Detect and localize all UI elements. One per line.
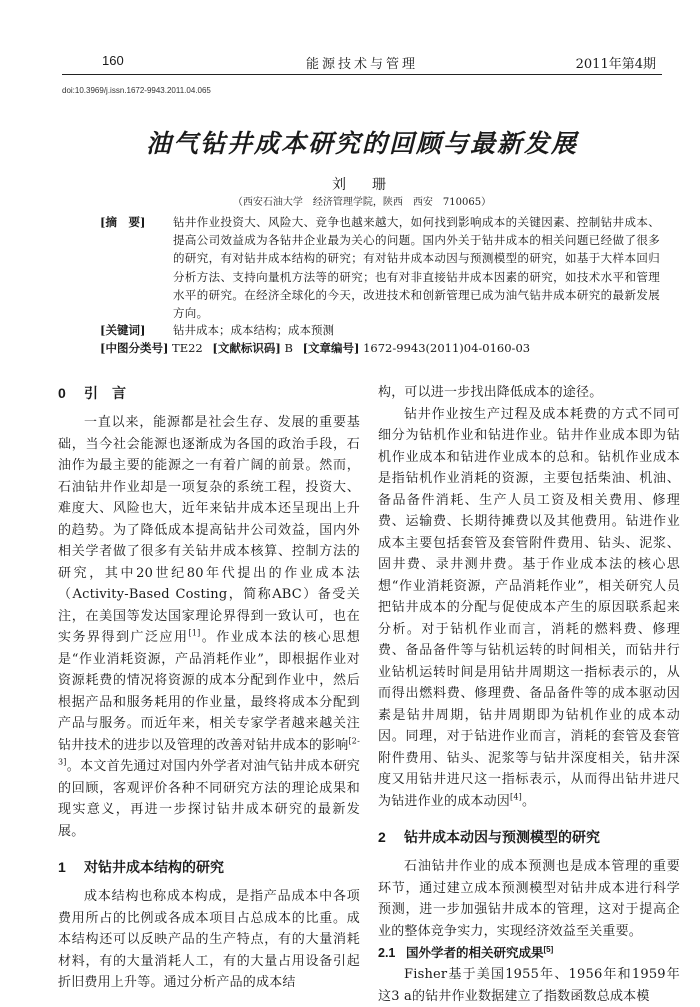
intro-paragraph [58,412,360,842]
citation-ref[interactable]: [2-3] [58,736,360,767]
article-title: 油气钻井成本研究的回顾与最新发展 [145,129,578,158]
abstract-label: [摘 要] [100,215,146,229]
section-title: 对钻井成本结构的研究 [84,859,224,875]
citation-ref[interactable]: [4] [510,792,522,802]
keywords-block [100,321,660,339]
article-no-label: [文章编号] [302,341,360,355]
section-heading-cost-structure [58,856,360,878]
drilling-activity-paragraph [378,404,680,813]
continued-paragraph: 构，可以进一步找出降低成本的途径。 [378,385,603,400]
abstract-text: 钻井作业投资大、风险大、竞争也越来越大，如何找到影响成本的关键因素、控制钻井成本、提高公司效益成为各钻井企业最为关心的问题。国内外关于钻井成本的相关问题已经做了很多的研究，有对钻井成本结构的研究；有对钻井成本动因与预测模型的研究，如基于大样本回归分析方法、支持向量机方法等的研究；也有对非直接钻井成本因素的研究，如技术水平和管理水平的研究。在经济全球化的今天，改进技术和创新管理已成为油气钻井成本研究的最新发展方向。 [173,215,660,321]
doc-code-label: [文献标识码] [212,341,281,355]
section-number: 2 [378,829,386,845]
spacer [58,878,360,886]
abstract-block [100,213,660,322]
section-title: 钻井成本动因与预测模型的研究 [404,829,600,845]
cost-prediction-paragraph: 石油钻井作业的成本预测也是成本管理的重要环节，通过建立成本预测模型对钻井成本进行科学预测，进一步加强钻井成本的管理，这对于提高企业的整体竞争实力，实现经济效益至关重要。 [378,859,680,939]
section-number: 1 [58,859,66,875]
issue-info: 2011年第4期 [575,57,656,72]
section-heading-cost-drivers [378,826,680,848]
citation-ref[interactable]: [5] [543,944,554,954]
left-column [58,382,360,994]
subsection-number: 2.1 [378,946,396,960]
spacer [378,812,680,826]
classification-line [100,339,660,357]
subsection-title: 国外学者的相关研究成果 [406,946,544,960]
author-name: 刘 珊 [332,177,392,193]
right-column [378,382,680,1007]
page-number: 160 [102,53,124,68]
clc-label: [中图分类号] [100,341,169,355]
keywords-label: [关键词] [100,323,146,337]
citation-ref[interactable]: [1] [188,628,201,638]
activity-text: 钻井作业按生产过程及成本耗费的方式不同可细分为钻机作业和钻进作业。钻井作业成本即为钻机作业成本和钻进作业成本的总和。钻机作业成本是指钻机作业消耗的资源，主要包括柴油、机油、备品备件消耗、生产人员工资及相关费用、修理费、运输费、长期待摊费以及其他费用。钻进作业成本主要包括套管及套管附件费用、钻头、泥浆、固井费、录井测井费。基于作业成本法的核心思想“作业消耗资源，产品消耗作业”，相关研究人员把钻井成本的分配与促使成本产生的原因联系起来分析。对于钻机作业而言，消耗的燃料费、修理费、备品备件等与钻机运转的时间相关，而钻井行业钻机运转时间是用钻井周期这一指标表示的，从而得出燃料费、修理费、备品备件等的成本驱动因素是钻井周期，钻井周期即为钻机作业的成本动因。同理，对于钻进作业而言，消耗的套管及套管附件费用、钻头、泥浆等与钻井深度相关，钻井深度又用钻井进尺这一指标表示，从而得出钻井进尺为钻进作业的成本动因 [378,406,680,809]
spacer [378,848,680,856]
fisher-paragraph: Fisher基于美国1955年、1956年和1959年这3 a的钻井作业数据建立了指数函数总成本模 [378,967,680,1004]
clc-value: TE22 [172,341,203,355]
spacer [58,842,360,856]
running-header [62,50,662,75]
intro-text-part3: 。本文首先通过对国内外学者对油气钻井成本研究的回顾，客观评价各种不同研究方法的理论成果和现实意义，再进一步探讨钻井成本研究的最新发展。 [58,759,360,839]
section-number: 0 [58,385,66,401]
author-affiliation: （西安石油大学 经济管理学院，陕西 西安 710065） [232,197,492,208]
journal-name: 能源技术与管理 [305,57,418,72]
section-heading-intro [58,382,360,404]
subsection-heading-foreign-research [378,942,680,964]
article-no-value: 1672-9943(2011)04-0160-03 [363,341,531,355]
section-title: 引 言 [84,385,126,401]
intro-text-part2: 。作业成本法的核心思想是“作业消耗资源，产品消耗作业”，即根据作业对资源耗费的情况将资源的成本分配到作业中，然后根据产品和服务耗用的作业量，最终将成本分配到产品与服务。而近年来，相关专家学者越来越关注钻井技术的进步以及管理的改善对钻井成本的影响 [58,630,360,753]
activity-text-end: 。 [521,793,536,809]
cost-structure-paragraph: 成本结构也称成本构成，是指产品成本中各项费用所占的比例或各成本项目占总成本的比重。成本结构还可以反映产品的生产特点，有的大量消耗材料，有的大量消耗人工，有的大量占用设备引起折旧费用上升等。通过分析产品的成本结 [58,889,360,990]
doc-code-value: B [284,341,293,355]
intro-text-part1: 一直以来，能源都是社会生存、发展的重要基础，当今社会能源也逐渐成为各国的政治手段，石油作为最主要的能源之一有着广阔的前景。然而，石油钻井作业却是一项复杂的系统工程，投资大、难度大、风险也大，近年来钻井成本还呈现出上升的趋势。为了降低成本提高钻井公司效益，国内外相关学者做了很多有关钻井成本核算、控制方法的研究，其中20世纪80年代提出的作业成本法（Activity-Based Costing，简称ABC）备受关注，在美国等发达国家理论界得到一致认可，也在实务界得到广泛应用 [58,415,360,645]
doi[interactable]: doi:10.3969/j.issn.1672-9943.2011.04.065 [62,86,211,95]
spacer [58,404,360,412]
keywords-text: 钻井成本；成本结构；成本预测 [173,323,334,337]
